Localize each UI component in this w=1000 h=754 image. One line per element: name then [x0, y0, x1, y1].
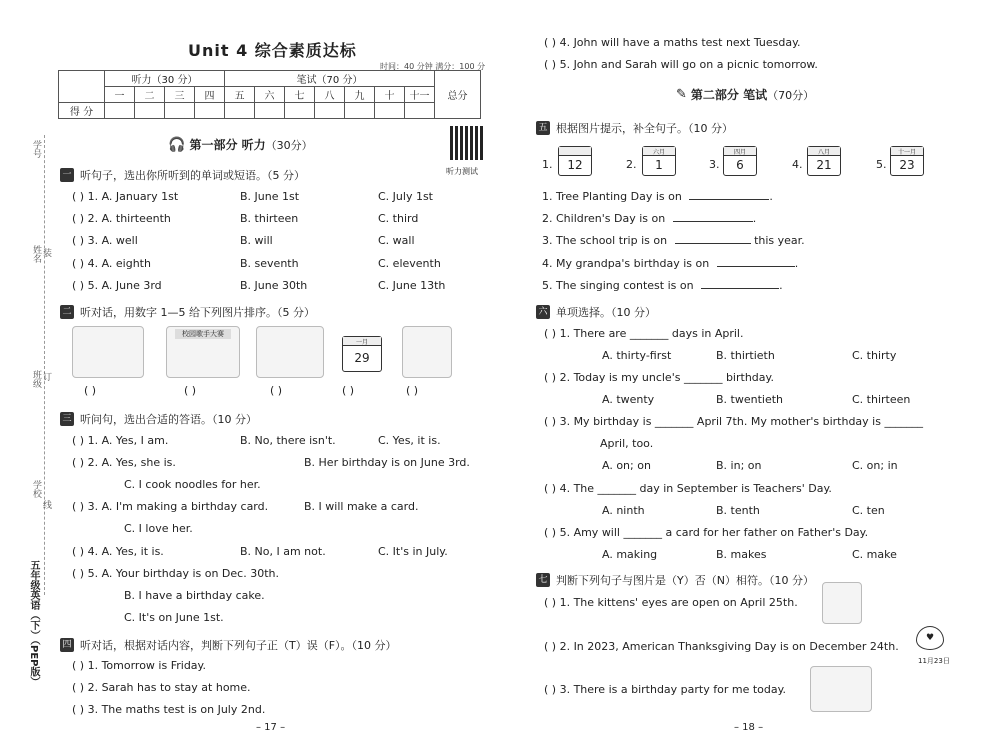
- answer-blank[interactable]: [689, 199, 769, 200]
- calendar-2: 六月 1: [642, 146, 676, 176]
- row-score-label: 得 分: [59, 103, 105, 119]
- calendar-1: 12: [558, 146, 592, 176]
- section-7-heading: 七 判断下列句子与图片是（Y）否（N）相符。（10 分）: [536, 572, 814, 588]
- part1-banner: 🎧 第一部分 听力 （30分）: [168, 136, 313, 153]
- book-label: 五年级英语（下）（PEP版）: [28, 560, 39, 687]
- fill-item-3: 3. The school trip is on this year.: [542, 234, 805, 247]
- answer-blank[interactable]: [673, 221, 753, 222]
- calendar-3: 四月 6: [723, 146, 757, 176]
- binding-line: [44, 135, 45, 595]
- picture-picnic: [256, 326, 324, 378]
- qr-label: 听力测试: [446, 167, 478, 176]
- headphones-icon: 🎧: [168, 136, 186, 153]
- picture-singing-contest: 校园歌手大赛: [166, 326, 240, 378]
- section-1-heading: 一 听句子，选出你所听到的单词或短语。（5 分）: [60, 167, 305, 183]
- picture-kids-talking: [72, 326, 144, 378]
- fill-item-5: 5. The singing contest is on .: [542, 279, 783, 292]
- score-table: 听力（30 分） 笔试（70 分） 总分 一 二 三 四 五 六 七 八 九 十 十一 得 分: [58, 70, 481, 119]
- page-title: Unit 4 综合素质达标: [188, 41, 357, 60]
- fill-item-2: 2. Children's Day is on .: [542, 212, 757, 225]
- heart-icon: ♥: [916, 626, 944, 650]
- fill-item-1: 1. Tree Planting Day is on .: [542, 190, 773, 203]
- picture-birthday-party: [810, 666, 872, 712]
- picture-calendar: 一月 29: [342, 336, 382, 372]
- time-info: 时间：40 分钟 满分：100 分: [380, 62, 486, 71]
- picture-kittens-calendar: [822, 582, 862, 624]
- header-writing: 笔试（70 分）: [225, 71, 435, 87]
- answer-blank[interactable]: [717, 266, 795, 267]
- page-number-17: – 17 –: [256, 722, 286, 733]
- answer-blank[interactable]: [701, 288, 779, 289]
- pencil-icon: ✎: [676, 87, 687, 102]
- page-number-18: – 18 –: [734, 722, 764, 733]
- section-2-heading: 二 听对话，用数字 1—5 给下列图片排序。（5 分）: [60, 304, 315, 320]
- fill-item-4: 4. My grandpa's birthday is on .: [542, 257, 799, 270]
- calendar-5: 十一月 23: [890, 146, 924, 176]
- qr-code-icon[interactable]: [450, 126, 484, 160]
- left-page: Unit 4 综合素质达标 时间：40 分钟 满分：100 分 听力（30 分） 笔试（70 分） 总分 一 二 三 四 五 六 七 八 九 十 十一 得 分 🎧 第一部分 听力 （30分） 听力测试 学号 姓名 班级 学校 装 订 线 五年级英语（下）（PEP版） 一 听句子，选出你所听到的单词或短语。（5 分） ( ) 1. A. January 1st B. June 1st C. July 1st ( ) 2. A. thirteenth B. thirteen C. third ( ) 3. A. well B. will C. wall ( ) 4. A. eighth B. seventh C. eleventh ( ) 5. A. June 3rd B. June 30th C. June 13th 二 听对话，用数字 1—5 给下列图片排序。（5 分） 校园歌手大赛 一月 29 ( ) ( ) ( ) ( ) ( ) 三 听问句，选出合适的答语。（10 分） ( ) 1. A. Yes, I am. B. No, there isn't. C. Yes, it is. ( ) 2. A. Yes, she is. B. Her birthday is on June 3rd. C. I cook noodles for her. ( ) 3. A. I'm making a birthday card. B. I will make a card. C. I love her. ( ) 4. A. Yes, it is. B. No, I am not. C. It's in July. ( ) 5. A. Your birthday is on Dec. 30th. B. I have a birthday cake. C. It's on June 1st. 四 听对话，根据对话内容，判断下列句子正（T）误（F）。（10 分） ( ) 1. Tomorrow is Friday. ( ) 2. Sarah has to stay at home. ( ) 3. The maths test is on July 2nd. – 17 –: [0, 0, 500, 754]
- header-listening: 听力（30 分）: [105, 71, 225, 87]
- section-6-heading: 六 单项选择。（10 分）: [536, 304, 656, 320]
- answer-blank[interactable]: [675, 243, 751, 244]
- calendar-4: 八月 21: [807, 146, 841, 176]
- section-5-heading: 五 根据图片提示，补全句子。（10 分）: [536, 120, 733, 136]
- header-total: 总分: [435, 71, 481, 119]
- part2-banner: ✎ 第二部分 笔试 （70分）: [676, 87, 815, 102]
- picture-girl-cake: [402, 326, 452, 378]
- section-3-heading: 三 听问句，选出合适的答语。（10 分）: [60, 411, 257, 427]
- section-4-heading: 四 听对话，根据对话内容，判断下列句子正（T）误（F）。（10 分）: [60, 637, 397, 653]
- right-page: ( ) 4. John will have a maths test next Tuesday. ( ) 5. John and Sarah will go on a picnic tomorrow. ✎ 第二部分 笔试 （70分） 五 根据图片提示，补全句子。（10 分） 1. 12 2. 六月 1 3. 四月 6 4. 八月 21 5. 十一月 23 1. Tree Planting Day is on . 2. Children's Day is on . 3. The school trip is on this year. 4. My grandpa's birthday is on . 5. The singing contest is on . 六 单项选择。（10 分） ( ) 1. There are _______ days in April. A. thirty-first B. thirtieth C. thirty ( ) 2. Today is my uncle's _______ birthday. A. twenty B. twentieth C. thirteen ( ) 3. My birthday is _______ April 7th. My mother's birthday is _______ April, too. A. on; on B. in; on C. on; in ( ) 4. The _______ day in September is Teachers' Day. A. ninth B. tenth C. ten ( ) 5. Amy will _______ a card for her father on Father's Day. A. making B. makes C. make 七 判断下列句子与图片是（Y）否（N）相符。（10 分） ( ) 1. The kittens' eyes are open on April 25th. ( ) 2. In 2023, American Thanksgiving Day is on December 24th. ♥ 11月23日 ( ) 3. There is a birthday party for me today. – 18 –: [500, 0, 1000, 754]
